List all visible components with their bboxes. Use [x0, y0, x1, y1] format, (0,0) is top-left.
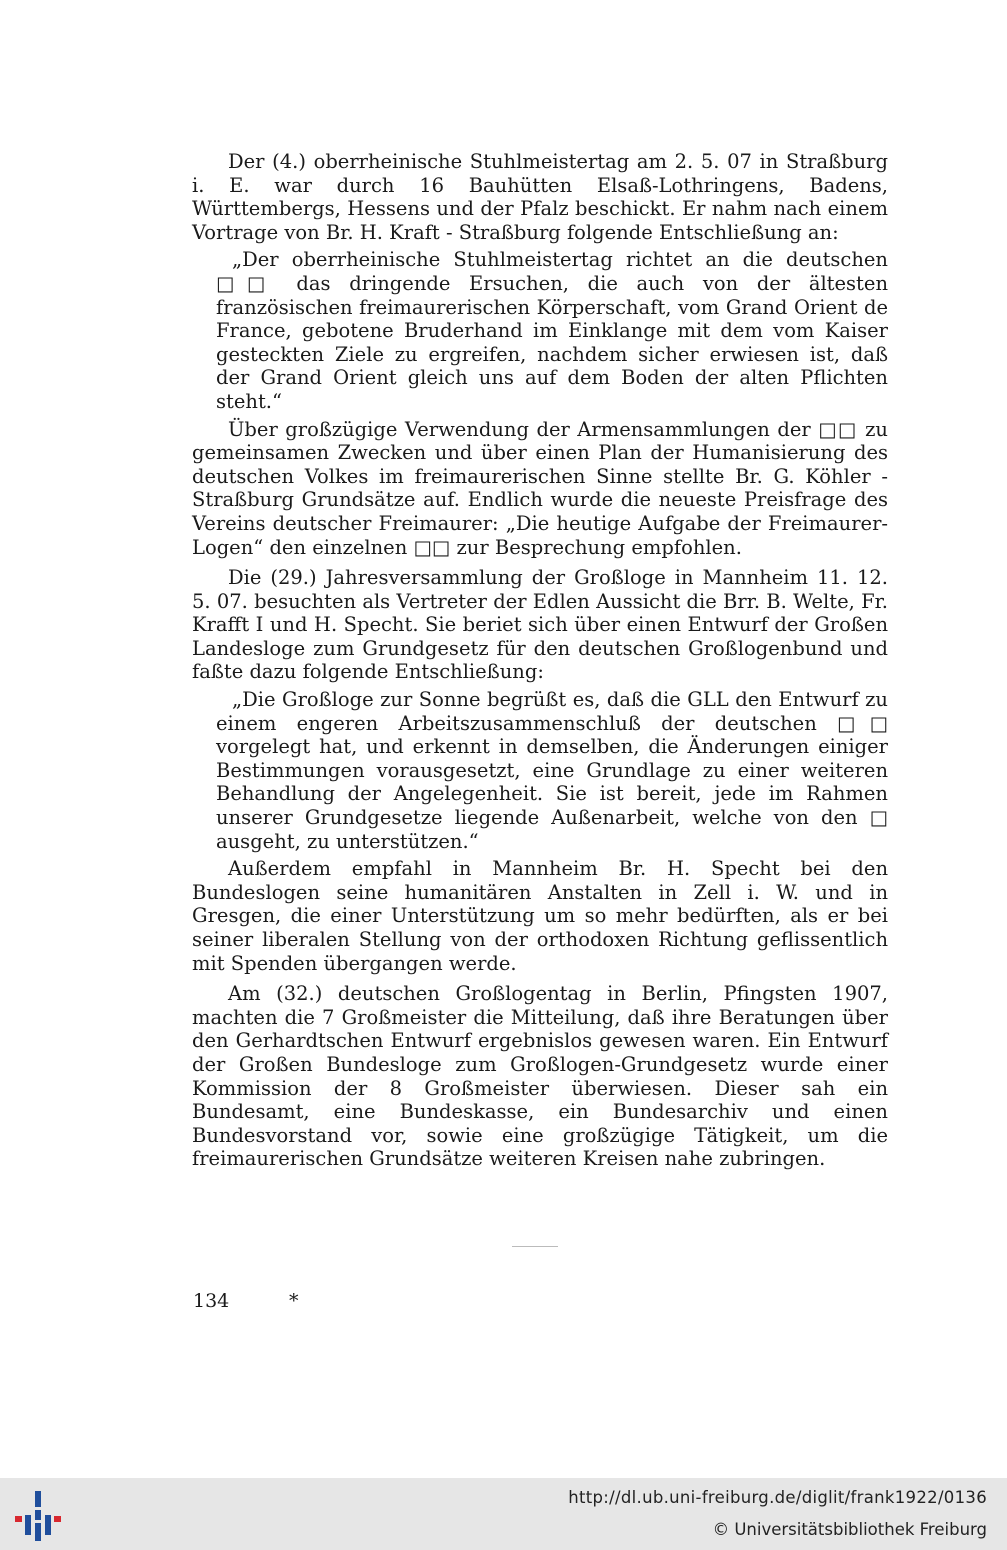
- footer-bar: [0, 1478, 1007, 1550]
- paragraph-mannheim-specht: Außerdem empfahl in Mannheim Br. H. Specht bei den Bundeslogen seine humanitären Anstalten in Zell i. W. und in Gresgen, die einer Unterstützung um so mehr bedürften, als er bei seiner liberalen Stellung von der orthodoxen Richtung geflissentlich mit Spenden übergangen werde.: [192, 857, 888, 975]
- paragraph-armensammlungen: Über großzügige Verwendung der Armensammlungen der □□ zu gemeinsamen Zwecken und über einen Plan der Humanisierung des deutschen Volkes im freimaurerischen Sinne stellte Br. G. Köhler - Straßburg Grundsätze auf. Endlich wurde die neueste Preisfrage des Vereins deutscher Freimaurer: „Die heutige Aufgabe der Freimaurer-Logen“ den einzelnen □□ zur Besprechung empfohlen.: [192, 417, 888, 559]
- page-number: 134: [193, 1290, 230, 1312]
- permalink-url[interactable]: http://dl.ub.uni-freiburg.de/diglit/frank1922/0136: [568, 1488, 987, 1507]
- quote-grossloge-resolution: „Die Großloge zur Sonne begrüßt es, daß die GLL den Entwurf zu einem engeren Arbeitszusammenschluß der deutschen □□ vorgelegt hat, und erkennt in demselben, die Änderungen einiger Bestimmungen vorausgesetzt, eine Grundlage zu einer weiteren Behandlung der Angelegenheit. Sie ist bereit, jede im Rahmen unserer Grundgesetze liegende Außenarbeit, welche von den □ ausgeht, zu unterstützen.“: [216, 688, 888, 853]
- copyright-notice: © Universitätsbibliothek Freiburg: [712, 1520, 987, 1539]
- section-divider: [512, 1246, 558, 1247]
- paragraph-jahresversammlung: Die (29.) Jahresversammlung der Großloge in Mannheim 11. 12. 5. 07. besuchten als Vertreter der Edlen Aussicht die Brr. B. Welte, Fr. Krafft I und H. Specht. Sie beriet sich über einen Entwurf der Großen Landesloge zum Grundgesetz für den deutschen Großlogenbund und faßte dazu folgende Entschließung:: [192, 566, 888, 684]
- page-body: [192, 150, 888, 1171]
- quote-stuhlmeistertag-resolution: „Der oberrheinische Stuhlmeistertag richtet an die deutschen □□ das dringende Ersuchen, die auch von der ältesten französischen freimaurerischen Körperschaft, vom Grand Orient de France, gebotene Bruderhand im Einklange mit dem vom Kaiser gesteckten Ziele zu ergreifen, nachdem sicher erwiesen ist, daß der Grand Orient gleich uns auf dem Boden der alten Pflichten steht.“: [216, 248, 888, 413]
- paragraph-grosslogentag: Am (32.) deutschen Großlogentag in Berlin, Pfingsten 1907, machten die 7 Großmeister die Mitteilung, daß ihre Beratungen über den Gerhardtschen Entwurf ergebnislos gewesen waren. Ein Entwurf der Großen Bundesloge zum Großlogen-Grundgesetz wurde einer Kommission der 8 Großmeister überwiesen. Dieser sah ein Bundesamt, eine Bundeskasse, ein Bundesarchiv und einen Bundesvorstand vor, sowie eine großzügige Tätigkeit, um die freimaurerischen Grundsätze weiteren Kreisen nahe zubringen.: [192, 982, 888, 1171]
- ub-freiburg-logo: [12, 1491, 64, 1541]
- signature-mark: *: [289, 1290, 299, 1312]
- paragraph-stuhlmeistertag: Der (4.) oberrheinische Stuhlmeistertag am 2. 5. 07 in Straßburg i. E. war durch 16 Bauhütten Elsaß-Lothringens, Badens, Württembergs, Hessens und der Pfalz beschickt. Er nahm nach einem Vortrage von Br. H. Kraft - Straßburg folgende Entschließung an:: [192, 150, 888, 244]
